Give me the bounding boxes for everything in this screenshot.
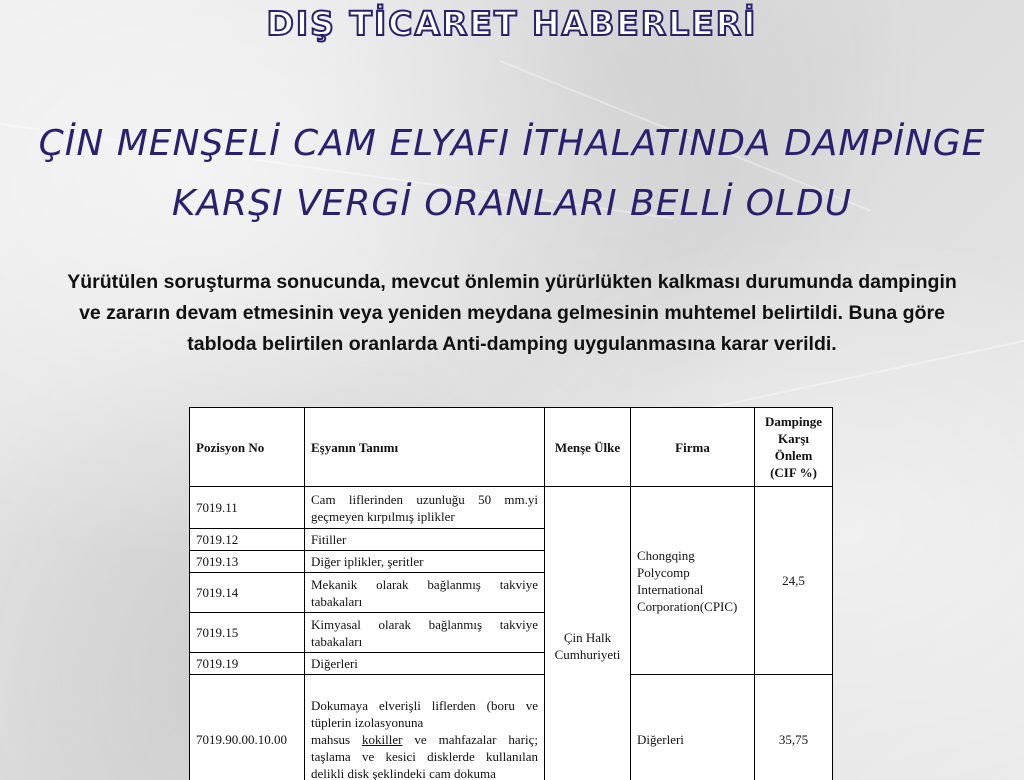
header-title: DIŞ TİCARET HABERLERİ (266, 4, 758, 43)
summary-line-2: ve zararın devam etmesinin veya yeniden meydana gelmesinin muhtemel belirtildi. Buna göre (79, 302, 945, 324)
description-text: ve mahfazalar hariç; taşlama ve kesici disklerde kullanılan delikli disk şeklindeki cam dokuma (311, 732, 538, 780)
summary-line-3: tabloda belirtilen oranlarda Anti-damping uygulanmasına karar verildi. (187, 333, 837, 355)
description-cell: Fitiller (305, 529, 545, 551)
position-cell: 7019.90.00.10.00 (190, 675, 305, 780)
column-header-description: Eşyanın Tanımı (305, 408, 545, 487)
headline-line-1: ÇİN MENŞELİ CAM ELYAFI İTHALATINDA DAMPİNGE (38, 123, 986, 164)
description-text: mahsus (311, 732, 362, 747)
column-header-measure (755, 408, 833, 487)
origin-line: Cumhuriyeti (554, 646, 621, 662)
measure-header-line: Karşı (777, 431, 810, 446)
position-cell: 7019.12 (190, 529, 305, 551)
origin-cell (545, 487, 631, 780)
description-cell: Cam liflerinden uzunluğu 50 mm.yi geçmeyen kırpılmış iplikler (305, 487, 545, 529)
description-cell (305, 675, 545, 780)
measure-cell: 24,5 (755, 487, 833, 675)
company-cell: Chongqing Polycomp International Corporation(CPIC) (631, 487, 755, 675)
table-row (190, 675, 833, 780)
column-header-position: Pozisyon No (190, 408, 305, 487)
description-cell: Kimyasal olarak bağlanmış takviye tabakaları (305, 613, 545, 653)
measure-header-line: Önlem (774, 448, 813, 463)
position-cell: 7019.11 (190, 487, 305, 529)
description-cell: Diğer iplikler, şeritler (305, 551, 545, 573)
description-cell: Mekanik olarak bağlanmış takviye tabakaları (305, 573, 545, 613)
description-text: Dokumaya elverişli liflerden (boru ve tüplerin izolasyonuna (311, 698, 538, 730)
position-cell: 7019.19 (190, 653, 305, 675)
summary-line-1: Yürütülen soruşturma sonucunda, mevcut önlemin yürürlükten kalkması durumunda dampingin (67, 271, 957, 293)
description-underlined-term: kokiller (362, 732, 403, 747)
table-header-row (190, 408, 833, 487)
position-cell: 7019.15 (190, 613, 305, 653)
measure-header-line: (CIF %) (770, 465, 817, 480)
summary-paragraph (22, 267, 1002, 360)
description-cell: Diğerleri (305, 653, 545, 675)
measure-cell: 35,75 (755, 675, 833, 780)
headline (0, 114, 1024, 234)
column-header-company: Firma (631, 408, 755, 487)
measure-header-line: Dampinge (764, 414, 823, 429)
position-cell: 7019.14 (190, 573, 305, 613)
table-row (190, 487, 833, 529)
column-header-origin: Menşe Ülke (545, 408, 631, 487)
origin-line: Çin Halk (563, 629, 612, 645)
company-cell: Diğerleri (631, 675, 755, 780)
position-cell: 7019.13 (190, 551, 305, 573)
headline-line-2: KARŞI VERGİ ORANLARI BELLİ OLDU (171, 183, 853, 224)
anti-dumping-table (189, 407, 833, 780)
